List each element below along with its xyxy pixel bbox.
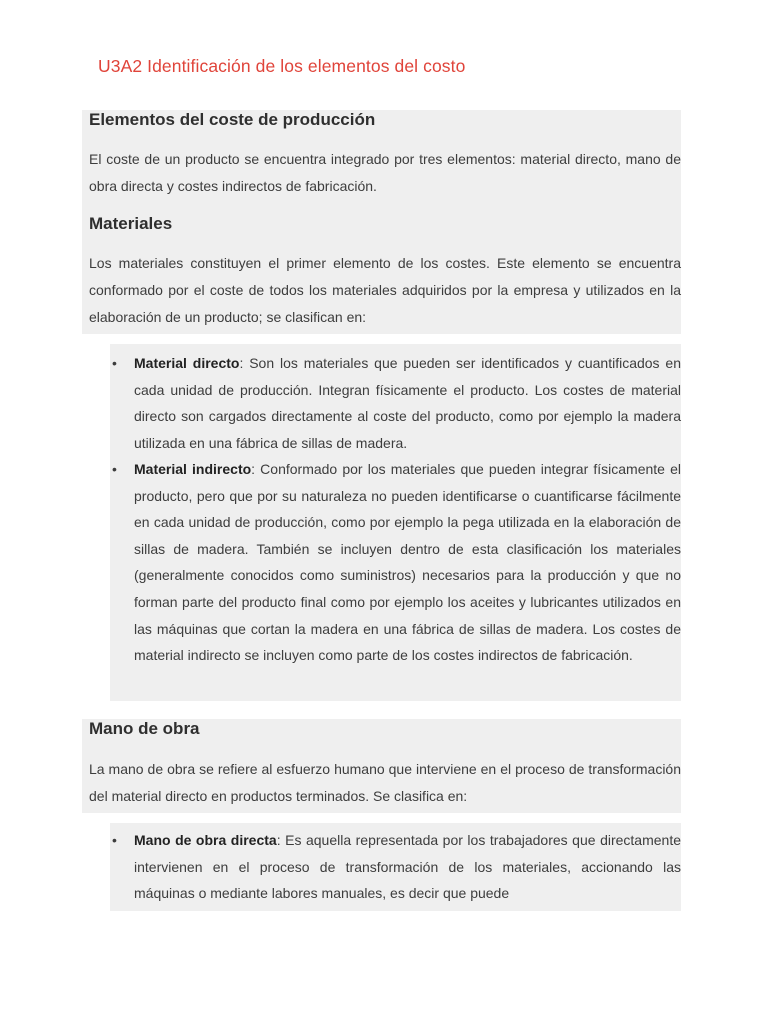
list-item [110,350,681,456]
list-item-term: Mano de obra directa [134,832,277,848]
list-item [110,456,681,669]
list-item-text: : Es aquella representada por los trabajadores que directamente intervienen en el proceso de transformación de los materiales, accionando las máquinas o mediante labores manuales, es decir que puede [134,832,681,902]
section-heading-materiales: Materiales [89,214,173,233]
list-item [110,827,681,907]
intro-block [82,110,681,334]
mano-obra-paragraph: La mano de obra se refiere al esfuerzo humano que interviene en el proceso de transformación del material directo en productos terminados. Se clasifica en: [89,761,681,804]
bullet-icon: • [112,461,117,477]
bullet-icon: • [112,355,117,371]
document-title: U3A2 Identificación de los elementos del costo [98,56,466,76]
list-item-term: Material directo [134,355,240,371]
materiales-paragraph: Los materiales constituyen el primer elemento de los costes. Este elemento se encuentra conformado por el coste de todos los materiales adquiridos por la empresa y utilizados en la elaboración de un producto; se clasifican en: [89,255,681,325]
section-heading-elementos: Elementos del coste de producción [89,110,376,129]
mano-obra-block [82,719,681,813]
section-heading-mano-de-obra: Mano de obra [89,719,200,738]
list-item-text: : Son los materiales que pueden ser identificados y cuantificados en cada unidad de producción. Integran físicamente el producto. Los costes de material directo son cargados directamente al coste del producto, como por ejemplo la madera utilizada en una fábrica de sillas de madera. [134,355,681,451]
list-item-text: : Conformado por los materiales que pueden integrar físicamente el producto, pero que por su naturaleza no pueden identificarse o cuantificarse fácilmente en cada unidad de producción, como por ejemplo la pega utilizada en la elaboración de sillas de madera. También se incluyen dentro de esta clasificación los materiales (generalmente conocidos como suministros) necesarios para la producción y que no forman parte del producto final como por ejemplo los aceites y lubricantes utilizados en las máquinas que cortan la madera en una fábrica de sillas de madera. Los costes de material indirecto se incluyen como parte de los costes indirectos de fabricación. [134,461,681,664]
intro-paragraph: El coste de un producto se encuentra integrado por tres elementos: material directo, mano de obra directa y costes indirectos de fabricación. [89,151,681,194]
list-item-term: Material indirecto [134,461,252,477]
mano-obra-list-block [110,823,681,911]
materiales-list-block [110,344,681,701]
bullet-icon: • [112,832,117,848]
